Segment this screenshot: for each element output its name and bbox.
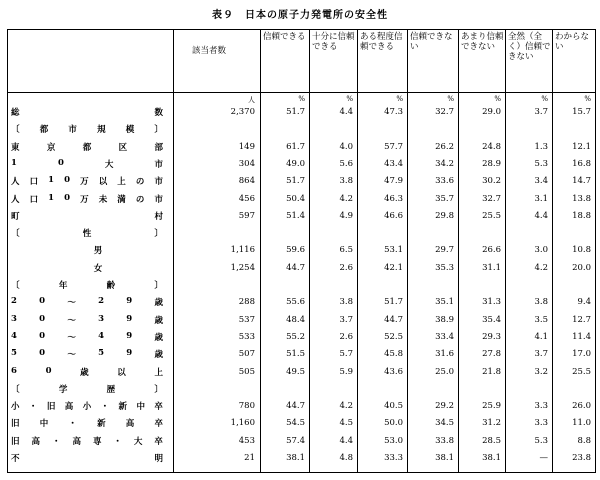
cell-value: 32.7 [482,193,501,204]
cell-value: 38.1 [435,453,454,463]
cell-value: 11.4 [572,331,591,342]
cell-value: 3.7 [534,349,548,360]
cell-value: 1,160 [230,418,255,429]
cell-value: 51.7 [286,176,305,187]
cell-value: 3.8 [339,297,353,308]
table-row [8,138,595,155]
table-row [8,224,595,241]
header-unreliable: 信頼できない [407,30,458,92]
cell-value: 4.1 [534,331,548,342]
cell-value: 44.7 [384,314,403,325]
cell-value: 26.6 [482,245,501,256]
table-row [8,120,595,137]
cell-value: 13.8 [572,193,591,204]
cell-value: 29.7 [435,245,454,256]
cell-value: 31.1 [482,262,501,273]
cell-value: 25.0 [435,366,454,377]
row-label: 〔 年 齢 〕 [11,281,163,291]
data-table [7,29,596,473]
cell-value: 57.4 [286,435,305,446]
cell-value: 33.3 [384,453,403,463]
cell-value: 34.5 [435,418,454,429]
cell-value: 31.6 [435,349,454,360]
cell-value: 4.4 [339,107,353,117]
cell-value: 1,254 [230,262,255,273]
cell-value: 49.0 [286,158,305,169]
cell-value: 38.1 [286,453,305,463]
header-not-very-reliable: あまり信頼できない [458,30,505,92]
cell-value: 288 [238,297,255,308]
cell-value: 61.7 [286,141,305,152]
cell-value: 47.9 [384,176,403,187]
unit-label: % [584,95,591,103]
cell-value: 40.5 [384,401,403,412]
cell-value: 51.7 [384,297,403,308]
cell-value: 47.3 [384,107,403,117]
table-row [8,172,595,189]
cell-value: 50.4 [286,193,305,204]
cell-value: 3.3 [534,401,548,412]
cell-value: 50.0 [384,418,403,429]
row-label: 4 0 ～ 4 9 歳 [11,330,163,343]
cell-value: 44.7 [286,401,305,412]
cell-value: 1.3 [534,141,548,152]
cell-value: 31.3 [482,297,501,308]
unit-label: % [346,95,353,103]
unit-label: % [396,95,403,103]
row-label: 1 0 大 市 [11,157,163,170]
cell-value: 3.3 [534,418,548,429]
row-label: 旧 高 ・ 高 専 ・ 大 卒 [11,436,163,447]
header-not-at-all-reliable: 全然（全く）信頼できない [505,30,552,92]
cell-value: 35.7 [435,193,454,204]
cell-value: 35.3 [435,262,454,273]
cell-value: 24.8 [482,141,501,152]
table-row [8,190,595,207]
cell-value: 43.6 [384,366,403,377]
row-label: 総 数 [11,108,163,118]
cell-value: 42.1 [384,262,403,273]
cell-value: 4.2 [339,401,353,412]
cell-value: 38.9 [435,314,454,325]
table-row [8,293,595,310]
cell-value: 55.2 [286,331,305,342]
cell-value: 54.5 [286,418,305,429]
cell-value: 3.7 [339,314,353,325]
cell-value: 5.7 [339,349,353,360]
cell-value: 48.4 [286,314,305,325]
cell-value: 53.1 [384,245,403,256]
cell-value: 149 [238,141,255,152]
row-label: 不 明 [11,454,163,464]
unit-label: % [541,95,548,103]
cell-value: 6.5 [339,245,353,256]
cell-value: 3.8 [534,297,548,308]
cell-value: 3.4 [534,176,548,187]
row-label: 女 [93,263,103,274]
unit-label: % [447,95,454,103]
cell-value: 16.8 [572,158,591,169]
table-row [8,449,595,466]
cell-value: 52.5 [384,331,403,342]
cell-value: 26.2 [435,141,454,152]
cell-value: 25.5 [482,210,501,221]
header-fully-reliable: 十分に信頼できる [309,30,357,92]
cell-value: 35.4 [482,314,501,325]
cell-value: 11.0 [572,418,591,429]
cell-value: 10.8 [572,245,591,256]
cell-value: 5.3 [534,158,548,169]
cell-value: 304 [238,158,255,169]
cell-value: 45.8 [384,349,403,360]
table-row [8,380,595,397]
row-label: 3 0 ～ 3 9 歳 [11,313,163,326]
table-row [8,241,595,258]
cell-value: 2,370 [230,107,255,117]
cell-value: 4.9 [339,210,353,221]
cell-value: 17.0 [572,349,591,360]
header-somewhat-reliable: ある程度信頼できる [357,30,407,92]
cell-value: 33.4 [435,331,454,342]
row-label: 6 0 歳 以 上 [11,365,163,378]
table-row [8,363,595,380]
cell-value: 38.1 [482,453,501,463]
cell-value: 33.6 [435,176,454,187]
cell-value: 49.5 [286,366,305,377]
cell-value: 456 [238,193,255,204]
table-row [8,432,595,449]
cell-value: 3.2 [534,366,548,377]
table-row [8,155,595,172]
row-label: 〔 都 市 規 模 〕 [11,125,163,136]
cell-value: 3.5 [534,314,548,325]
table-row [8,103,595,120]
cell-value: 57.7 [384,141,403,152]
cell-value: 35.1 [435,297,454,308]
cell-value: 34.2 [435,158,454,169]
table-row [8,276,595,293]
cell-value: 53.0 [384,435,403,446]
table-row [8,414,595,431]
cell-value: 12.7 [572,314,591,325]
cell-value: 533 [238,331,255,342]
cell-value: 597 [238,210,255,221]
table-row [8,311,595,328]
cell-value: 4.2 [534,262,548,273]
cell-value: 8.8 [577,435,591,446]
cell-value: 18.8 [572,210,591,221]
row-label: 男 [93,246,103,257]
cell-value: 31.2 [482,418,501,429]
cell-value: 1,116 [230,245,255,256]
cell-value: 4.4 [339,435,353,446]
cell-value: 30.2 [482,176,501,187]
cell-value: 29.0 [482,107,501,117]
cell-value: 29.8 [435,210,454,221]
cell-value: 43.4 [384,158,403,169]
row-label: 人 口 1 0 万 以 上 の 市 [11,175,163,188]
header-reliable: 信頼できる [260,30,309,92]
cell-value: 505 [238,366,255,377]
cell-value: 453 [238,435,255,446]
cell-value: 51.5 [286,349,305,360]
row-label: 旧 中 ・ 新 高 卒 [11,419,163,430]
cell-value: 4.0 [339,141,353,152]
cell-value: 26.0 [572,401,591,412]
cell-value: 12.1 [572,141,591,152]
table-row [8,345,595,362]
cell-value: 28.5 [482,435,501,446]
cell-value: 4.8 [339,453,353,463]
cell-value: 55.6 [286,297,305,308]
cell-value: 9.4 [577,297,591,308]
cell-value: 25.9 [482,401,501,412]
cell-value: 46.6 [384,210,403,221]
cell-value: 2.6 [339,331,353,342]
cell-value: 29.3 [482,331,501,342]
unit-label: % [298,95,305,103]
table-row [8,397,595,414]
cell-value: 3.0 [534,245,548,256]
cell-value: 51.4 [286,210,305,221]
row-label: 5 0 ～ 5 9 歳 [11,348,163,361]
unit-label: 人 [248,96,255,104]
cell-value: 59.6 [286,245,305,256]
cell-value: 4.4 [534,210,548,221]
cell-value: 5.3 [534,435,548,446]
table-row [8,207,595,224]
cell-value: 20.0 [572,262,591,273]
cell-value: — [539,453,548,463]
table-row [8,259,595,276]
cell-value: 33.8 [435,435,454,446]
cell-value: 4.2 [339,193,353,204]
cell-value: 25.5 [572,366,591,377]
row-label: 〔 学 歴 〕 [11,384,163,395]
cell-value: 3.8 [339,176,353,187]
row-label: 小 ・ 旧 高 小 ・ 新 中 卒 [11,402,163,413]
cell-value: 29.2 [435,401,454,412]
cell-value: 5.6 [339,158,353,169]
header-respondents: 該当者数 [173,30,260,92]
cell-value: 3.1 [534,193,548,204]
cell-value: 32.7 [435,107,454,117]
header-divider [8,92,595,93]
table-row [8,328,595,345]
row-label: 東 京 都 区 部 [11,142,163,153]
cell-value: 5.9 [339,366,353,377]
cell-value: 4.5 [339,418,353,429]
cell-value: 14.7 [572,176,591,187]
row-label: 2 0 ～ 2 9 歳 [11,296,163,309]
row-label: 人 口 1 0 万 未 満 の 市 [11,192,163,205]
cell-value: 780 [238,401,255,412]
table-title: 表９ 日本の原子力発電所の安全性 [212,10,388,21]
cell-value: 27.8 [482,349,501,360]
cell-value: 44.7 [286,262,305,273]
cell-value: 537 [238,314,255,325]
unit-label: % [494,95,501,103]
cell-value: 51.7 [286,107,305,117]
cell-value: 3.7 [534,107,548,117]
row-label: 町 村 [11,211,163,222]
cell-value: 23.8 [572,453,591,463]
cell-value: 2.6 [339,262,353,273]
cell-value: 28.9 [482,158,501,169]
cell-value: 21.8 [482,366,501,377]
header-label-col [8,30,173,92]
cell-value: 46.3 [384,193,403,204]
cell-value: 21 [244,453,255,463]
cell-value: 507 [238,349,255,360]
header-dont-know: わからない [552,30,595,92]
cell-value: 15.7 [572,107,591,117]
cell-value: 864 [238,176,255,187]
row-label: 〔 性 〕 [11,229,163,240]
